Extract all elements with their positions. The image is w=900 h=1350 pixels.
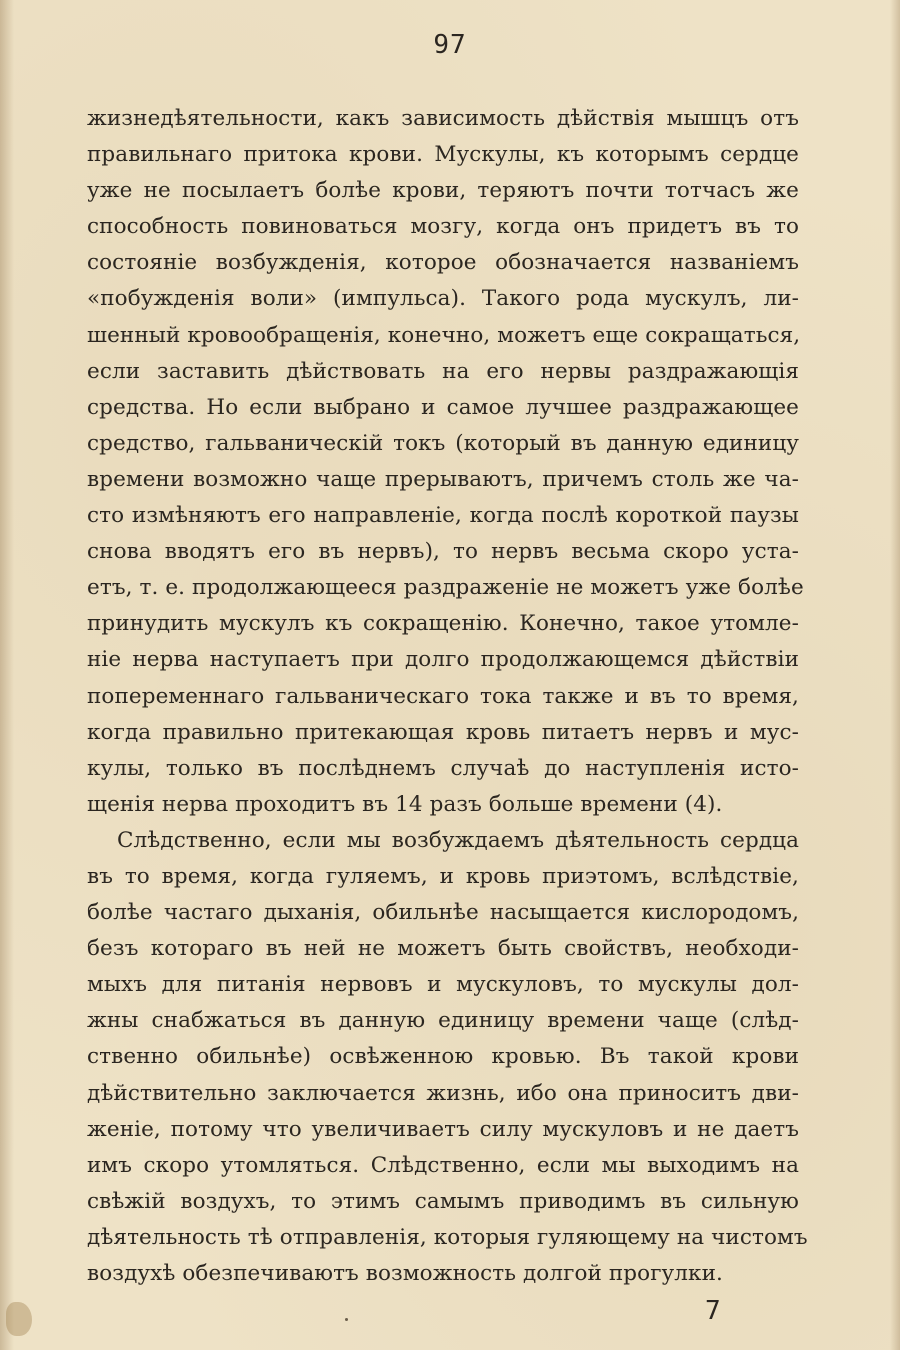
text-line: мыхъ для питанія нервовъ и мускуловъ, то мускулы дол- — [87, 972, 799, 998]
text-line: снова вводятъ его въ нервъ), то нервъ весьма скоро уста- — [87, 539, 799, 565]
text-line: сто измѣняютъ его направленіе, когда послѣ короткой паузы — [87, 503, 799, 529]
print-dot — [345, 1318, 348, 1321]
text-line: ніе нерва наступаетъ при долго продолжающемся дѣйствіи — [87, 647, 799, 673]
text-line: принудить мускулъ къ сокращенію. Конечно, такое утомле- — [87, 611, 799, 637]
page-edge-right — [890, 0, 900, 1350]
text-line: попеременнаго гальваническаго тока также и въ то время, — [87, 683, 799, 709]
text-line: времени возможно чаще прерываютъ, причемъ столь же ча- — [87, 466, 799, 492]
text-line: способность повиноваться мозгу, когда онъ придетъ въ то — [87, 214, 799, 240]
paper-stain — [6, 1302, 32, 1336]
text-line: етъ, т. е. продолжающееся раздраженіе не можетъ уже болѣе — [87, 575, 804, 601]
text-line: дѣятельность тѣ отправленія, которыя гуляющему на чистомъ — [87, 1224, 808, 1250]
text-line: когда правильно притекающая кровь питаетъ нервъ и мус- — [87, 719, 799, 745]
text-line: имъ скоро утомляться. Слѣдственно, если мы выходимъ на — [87, 1152, 799, 1178]
text-line: жизнедѣятельности, какъ зависимость дѣйствія мышцъ отъ — [87, 106, 799, 131]
page-edge-left — [0, 0, 14, 1350]
text-line: средство, гальваническій токъ (который въ данную единицу — [87, 430, 799, 456]
text-line: Слѣдственно, если мы возбуждаемъ дѣятельность сердца — [117, 827, 799, 853]
text-line: женіе, потому что увеличиваетъ силу мускуловъ и не даетъ — [87, 1116, 799, 1142]
text-line: жны снабжаться въ данную единицу времени чаще (слѣд- — [87, 1008, 799, 1034]
text-line: дѣйствительно заключается жизнь, ибо она приноситъ дви- — [87, 1080, 799, 1106]
text-line: шенный кровообращенія, конечно, можетъ еще сокращаться, — [87, 322, 801, 348]
text-line: безъ котораго въ ней не можетъ быть свойствъ, необходи- — [87, 936, 799, 962]
text-line: «побужденія воли» (импульса). Такого рода мускулъ, ли- — [87, 286, 799, 312]
text-line: состояніе возбужденія, которое обозначается названіемъ — [87, 250, 799, 276]
signature-mark: 7 — [705, 1296, 721, 1326]
text-line: въ то время, когда гуляемъ, и кровь приэтомъ, вслѣдствіе, — [87, 863, 799, 889]
text-line: уже не посылаетъ болѣе крови, теряютъ почти тотчасъ же — [87, 178, 799, 204]
page-number: 97 — [433, 30, 467, 60]
text-line: болѣе частаго дыханія, обильнѣе насыщается кислородомъ, — [87, 900, 799, 926]
text-line: щенія нерва проходитъ въ 14 разъ больше времени (4). — [87, 791, 723, 817]
text-line: правильнаго притока крови. Мускулы, къ которымъ сердце — [87, 142, 799, 168]
text-line: воздухѣ обезпечиваютъ возможность долгой прогулки. — [87, 1261, 723, 1286]
text-line: ственно обильнѣе) освѣженною кровью. Въ такой крови — [87, 1044, 799, 1070]
text-line: если заставить дѣйствовать на его нервы раздражающія — [87, 358, 799, 384]
text-line: кулы, только въ послѣднемъ случаѣ до наступленія исто- — [87, 755, 799, 781]
text-line: средства. Но если выбрано и самое лучшее раздражающее — [87, 394, 799, 420]
text-body — [87, 101, 808, 1292]
text-line: свѣжій воздухъ, то этимъ самымъ приводимъ въ сильную — [87, 1188, 799, 1214]
